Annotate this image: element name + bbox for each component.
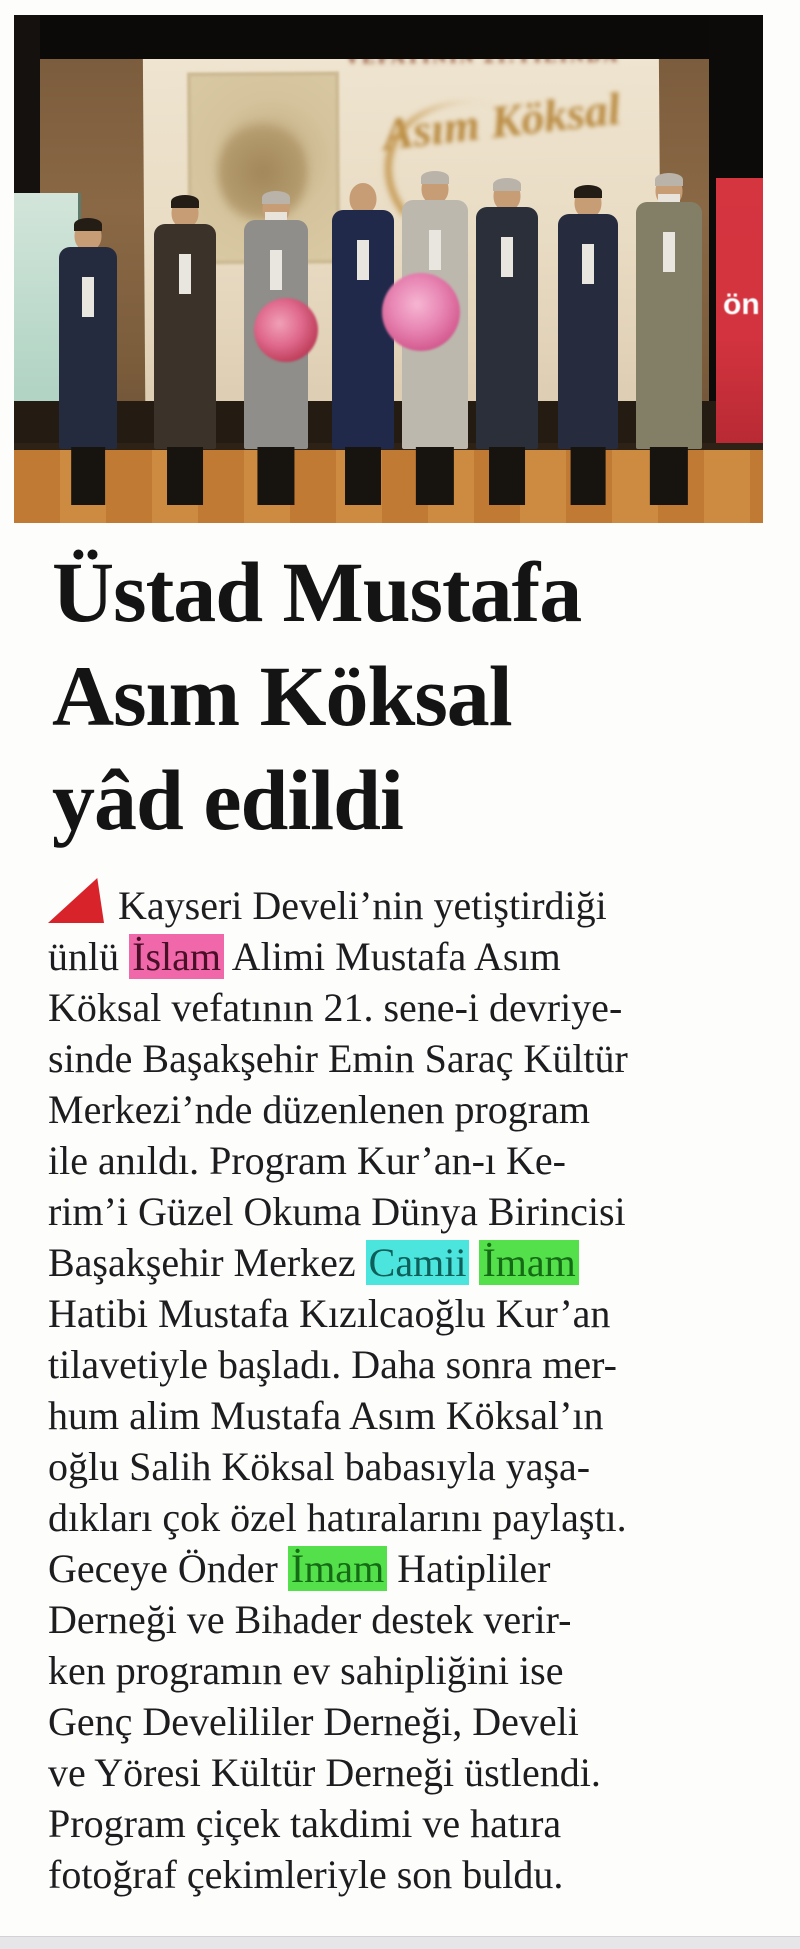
article-line: [48, 931, 760, 982]
person-legs: [71, 447, 105, 505]
article-text: Kayseri Develi’nin yetiştirdiği: [118, 883, 607, 928]
article-line: [48, 1135, 760, 1186]
person-hair: [74, 218, 102, 231]
person-shirt: [582, 244, 594, 284]
article-text: Merkezi’nde düzenlenen program: [48, 1087, 590, 1132]
red-banner-logo: ön: [723, 288, 760, 321]
person-legs: [345, 447, 381, 505]
headline-line: yâd edildi: [52, 752, 403, 848]
person-shirt: [357, 240, 369, 280]
article-text: ile anıldı. Program Kur’an-ı Ke-: [48, 1138, 566, 1183]
article-line: [48, 982, 760, 1033]
article-line: [48, 1645, 760, 1696]
article-line: [48, 1747, 760, 1798]
article-text: ünlü: [48, 934, 130, 979]
person-hair: [655, 173, 683, 186]
article-line: [48, 1237, 760, 1288]
article-text: dıkları çok özel hatıralarını paylaştı.: [48, 1495, 627, 1540]
article-text: ken programın ev sahipliğini ise: [48, 1648, 564, 1693]
article-line: [48, 1186, 760, 1237]
article-body: [48, 878, 760, 1900]
person-shirt: [429, 230, 441, 270]
person-shirt: [663, 232, 675, 272]
person: [154, 197, 216, 505]
article-text: Genç Develililer Derneği, Develi: [48, 1699, 579, 1744]
person: [558, 187, 618, 505]
person-shirt: [501, 237, 513, 277]
article-line: [48, 1543, 760, 1594]
person-hair: [574, 185, 602, 198]
article-text: [469, 1240, 479, 1285]
article-line: [48, 1033, 760, 1084]
person: [332, 183, 394, 505]
article-line: [48, 878, 760, 931]
person-hair: [493, 178, 521, 191]
event-photo: [14, 15, 763, 523]
person-legs: [416, 447, 454, 505]
article-line: [48, 1594, 760, 1645]
article-line: [48, 1798, 760, 1849]
article-line: [48, 1849, 760, 1900]
article-headline: [52, 540, 762, 852]
person-torso: [558, 214, 618, 449]
person-torso: [636, 202, 702, 449]
page-footer-strip: [0, 1936, 800, 1949]
flower-bouquet: [254, 298, 318, 362]
person-shirt: [270, 250, 282, 290]
person-legs: [650, 447, 688, 505]
person: [476, 180, 538, 505]
article-line: [48, 1390, 760, 1441]
article-text: oğlu Salih Köksal babasıyla yaşa-: [48, 1444, 591, 1489]
person-legs: [489, 447, 525, 505]
person-legs: [571, 447, 606, 505]
headline-line: Asım Köksal: [52, 648, 512, 744]
article-text: rim’i Güzel Okuma Dünya Birincisi: [48, 1189, 626, 1234]
article-text: Program çiçek takdimi ve hatıra: [48, 1801, 562, 1846]
article-text: Hatibi Mustafa Kızılcaoğlu Kur’an: [48, 1291, 611, 1336]
article-line: [48, 1288, 760, 1339]
person-torso: [59, 247, 117, 449]
article-line: [48, 1696, 760, 1747]
highlighted-word-green: İmam: [479, 1240, 578, 1285]
highlighted-word-green: İmam: [288, 1546, 387, 1591]
person-shirt: [82, 277, 94, 317]
article-text: tilavetiyle başladı. Daha sonra mer-: [48, 1342, 617, 1387]
flower-bouquet: [382, 273, 460, 351]
article-line: [48, 1441, 760, 1492]
article-line: [48, 1339, 760, 1390]
article-text: sinde Başakşehir Emin Saraç Kültür: [48, 1036, 628, 1081]
highlighted-word-cyan: Camii: [366, 1240, 470, 1285]
article-text: Hatipliler: [387, 1546, 551, 1591]
article-text: Derneği ve Bihader destek verir-: [48, 1597, 572, 1642]
person-hair: [421, 171, 449, 184]
article-text: hum alim Mustafa Asım Köksal’ın: [48, 1393, 604, 1438]
article-line: [48, 1492, 760, 1543]
person-torso: [332, 210, 394, 449]
photo-ceiling: [14, 15, 763, 59]
person-torso: [154, 224, 216, 449]
calligraphy-text: Asım Köksal: [379, 82, 623, 160]
headline-line: Üstad Mustafa: [52, 544, 582, 640]
person-shirt: [179, 254, 191, 294]
person: [636, 175, 702, 505]
red-rollup-banner: [716, 178, 763, 446]
article-text: Geceye Önder: [48, 1546, 288, 1591]
person-hair: [171, 195, 199, 208]
article-text: ve Yöresi Kültür Derneği üstlendi.: [48, 1750, 601, 1795]
article-text: Başakşehir Merkez: [48, 1240, 366, 1285]
person: [59, 220, 117, 505]
highlighted-word-pink: İslam: [129, 934, 224, 979]
article-text: fotoğraf çekimleriyle son buldu.: [48, 1852, 564, 1897]
article-line: [48, 1084, 760, 1135]
person-legs: [257, 447, 294, 505]
person-hair: [262, 191, 290, 204]
person-torso: [476, 207, 538, 449]
article-text: Köksal vefatının 21. sene-i devriye-: [48, 985, 623, 1030]
person-legs: [167, 447, 203, 505]
article-text: Alimi Mustafa Asım: [224, 934, 561, 979]
paragraph-marker-triangle-icon: [48, 878, 104, 923]
